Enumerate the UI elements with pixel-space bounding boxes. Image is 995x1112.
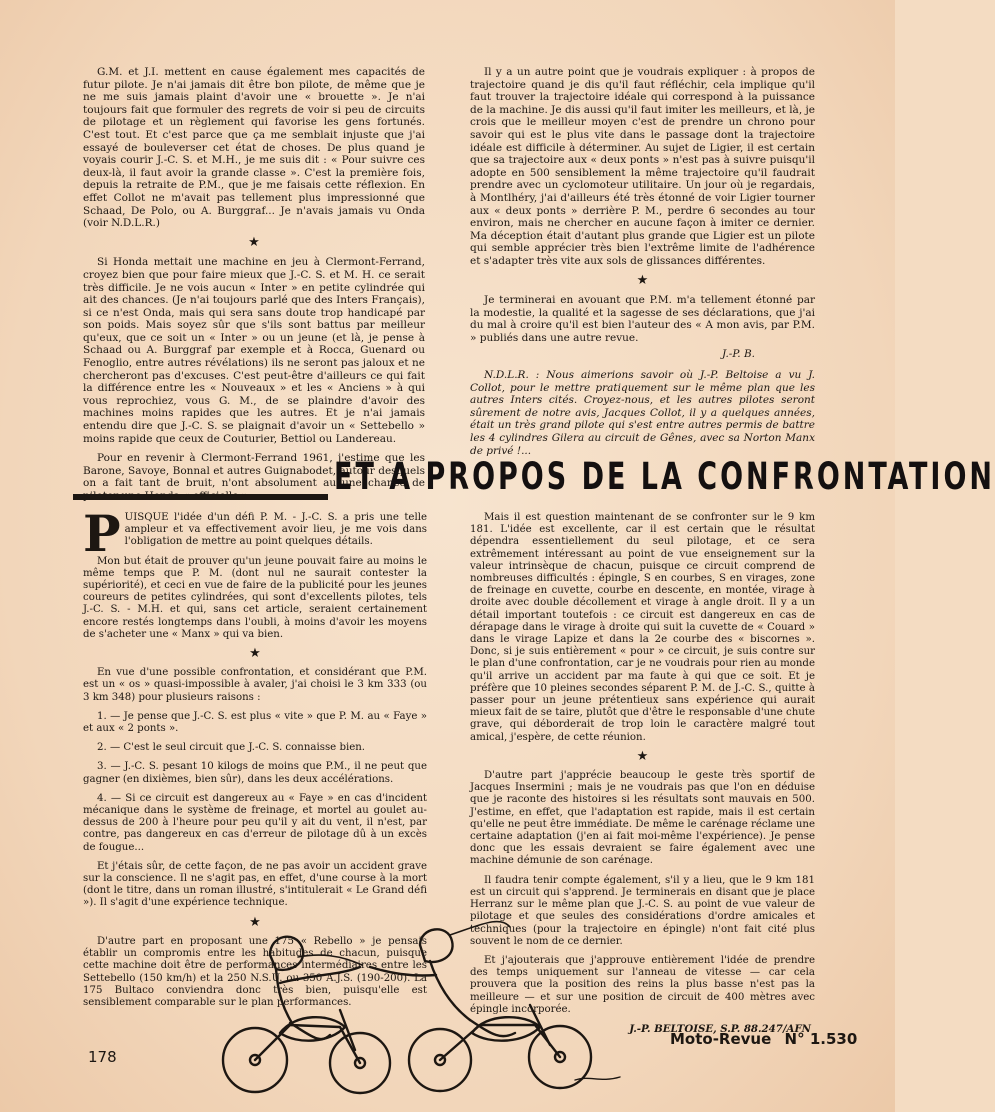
magazine-footer: [670, 1030, 857, 1048]
paragraph: Mon but était de prouver qu'un jeune pouvait faire au moins le même temps que P. M. (dont nul ne saurait contester la supériorité), et ceci en vue de faire de la publicité pour les jeunes coureurs de petites cylindrées, qui sont d'excellents pilotes, tels J.-C. S. - M.H. et qui, sans cet article, seraient certainement encore restés longtemps dans l'oubli, à moins d'avoir les moyens de s'acheter une « Manx » qui va bien.: [83, 555, 427, 640]
paragraph: G.M. et J.I. mettent en cause également mes capacités de futur pilote. Je n'ai jamais dit être bon pilote, de même que je ne me suis jamais plaint d'avoir une « brouette ». Je n'ai toujours fait que formuler des regrets de voir si peu de circuits de pilotage et un règlement qui favorise les gens fortunés. C'est tout. Et c'est parce que ça me semblait injuste que j'ai essayé de bouleverser cet état de choses. De plus quand je voyais courir J.-C. S. et M.H., je me suis dit : « Pour suivre ces deux-là, il faut avoir la grande classe ». C'est la première fois, depuis la retraite de P.M., que je me faisais cette réflexion. En effet Collot ne m'avait pas tellement plus impressionné que Schaad, De Polo, ou A. Burggraf... Je n'avais jamais vu Onda (voir N.D.L.R.): [83, 66, 425, 230]
list-item: 4. — Si ce circuit est dangereux au « Faye » en cas d'incident mécanique dans le système de freinage, et mortel au goulet au-dessus de 200 à l'heure pour peu qu'il y ait du vent, il n'est, par contre, pas dangereux en cas d'erreur de pilotage dû à un excès de fougue...: [83, 792, 427, 853]
page-number: 178: [88, 1048, 117, 1066]
intro-text: UISQUE l'idée d'un défi P. M. - J.-C. S. a pris une telle ampleur et va effectivement avoir lieu, je me vois dans l'obligation de mettre au point quelques détails.: [124, 512, 427, 548]
headline: ET A PROPOS DE LA CONFRONTATION: [334, 455, 995, 499]
list-item: 2. — C'est le seul circuit que J.-C. S. connaisse bien.: [97, 742, 366, 754]
cartoon-illustration: [180, 915, 660, 1100]
list-item: 3. — J.-C. S. pesant 10 kilogs de moins que P.M., il ne peut que gagner (en dixièmes, bien sûr), dans les deux accélérations.: [83, 761, 427, 785]
intro-paragraph: [83, 504, 427, 563]
star-separator: ★: [249, 646, 261, 662]
editor-note: N.D.L.R. : Nous aimerions savoir où J.-P. Beltoise a vu J. Collot, pour le mettre pratiquement sur le même plan que les autres Inters cités. Croyez-nous, et les autres pilotes seront sûrement de notre avis, Jacques Collot, il y a quelques années, était un très grand pilote qui s'est entre autres permis de battre les 4 cylindres Gilera au circuit de Gênes, avec sa Norton Manx de privé !...: [470, 369, 815, 457]
paragraph: En vue d'une possible confrontation, et considérant que P.M. est un « os » quasi-impossible à avaler, j'ai choisi le 3 km 333 (ou 3 km 348) pour plusieurs raisons :: [83, 667, 427, 703]
headline-rule: [73, 494, 328, 500]
star-separator: ★: [248, 234, 260, 250]
paragraph: Il y a un autre point que je voudrais expliquer : à propos de trajectoire quand je dis qu'il faut réfléchir, cela implique qu'il faut trouver la trajectoire idéale qui correspond à la puissance de la machine. Je dis aussi qu'il faut imiter les meilleurs, et là, je crois que le meilleur moyen c'est de prendre un chrono pour savoir qui est le plus vite dans le passage dont la trajectoire idéale est difficile à déterminer. Au sujet de Ligier, il est certain que sa trajectoire aux « deux ponts » n'est pas à suivre puisqu'il adopte en 500 sensiblement la même trajectoire qu'il faudrait prendre avec un cyclomoteur utilitaire. Un jour où je regardais, à Montlhéry, j'ai d'ailleurs été très étonné de voir Ligier tourner aux « deux ponts » derrière P. M., perdre 6 secondes au tour environ, mais ne chercher en aucune façon à imiter ce dernier. Ma déception était d'autant plus grande que Ligier est un pilote qui semble apprécier très bien l'extrême limite de l'adhérence et s'adapter très vite aux sols de glissances différentes.: [470, 66, 815, 267]
paragraph: D'autre part j'apprécie beaucoup le geste très sportif de Jacques Insermini ; mais je ne voudrais pas que l'on en déduise que je raconte des histoires si les résultats sont mauvais en 500. J'estime, en effet, que l'adaptation est rapide, mais il est certain qu'elle ne peut être immédiate. De même le carénage réclame une certaine adaptation (j'en ai fait moi-même l'expérience). Je pense donc que les essais devraient se faire également avec une machine démunie de son carénage.: [470, 770, 815, 867]
paragraph: Et j'étais sûr, de cette façon, de ne pas avoir un accident grave sur la conscience. Il ne s'agit pas, en effet, d'une course à la mort (dont le titre, dans un roman illustré, s'intitulerait « Le Grand défi »). Il s'agit d'une expérience technique.: [83, 860, 427, 909]
author-signature: J.-P. BELTOISE, S.P. 88.247/AFN: [629, 1022, 811, 1035]
paragraph: Je terminerai en avouant que P.M. m'a tellement étonné par la modestie, la qualité et la sagesse de ses déclarations, que j'ai du mal à croire qu'il est bien l'auteur des « A mon avis, par P.M. » publiés dans une autre revue.: [470, 294, 815, 344]
left-motorcycle-drawing: [223, 1010, 390, 1093]
star-separator: ★: [249, 914, 261, 930]
issue-number: 1.530: [809, 1030, 858, 1048]
paragraph: Et j'ajouterais que j'approuve entièrement l'idée de prendre des temps uniquement sur l'anneau de vitesse — car cela prouvera que la position des reins la plus basse n'est pas la meilleure — et sur une position de circuit de 400 mètres avec épingle incorporée.: [470, 954, 815, 1015]
column-top-right: [470, 66, 815, 464]
paragraph: D'autre part en proposant une 175 « Rebello » je pensais établir un compromis entre les habitudes de chacun, puisque cette machine doit être de performances intermédiaires entre les Settebello (150 km/h) et la 250 N.S.U. ou 350 A.J.S. (190-200). La 175 Bultaco conviendra donc très bien, puisqu'elle est sensiblement comparable sur le plan performances.: [83, 935, 427, 1008]
list-item: 1. — Je pense que J.-C. S. est plus « vite » que P. M. au « Faye » et aux « 2 ponts ».: [83, 710, 427, 735]
paragraph: Si Honda mettait une machine en jeu à Clermont-Ferrand, croyez bien que pour faire mieux que J.-C. S. et M. H. ce serait très difficile. Je ne vois aucun « Inter » en petite cylindrée qui ait des chances. (Je n'ai toujours parlé que des Inters Français), si ce n'est Onda, mais qui sera sans doute trop handicapé par son poids. Mais soyez sûr que s'ils sont battus par meilleur qu'eux, que ce soit un « Inter » ou un jeune (et là, je pense à Schaad ou A. Burggraf par exemple et à Rocca, Guenard ou Fenoglio, entre autres révélations) ils ne seront pas jaloux et ne chercheront pas d'excuses. C'est peut-être d'ailleurs ce qui fait la différence entre les « Nouveaux » et les « Anciens » à qui vous reprochiez, vous G. M., de se plaindre d'avoir des machines moins rapides que les autres. Et je n'ai jamais entendu dire que J.-C. S. se plaignait d'avoir un « Settebello » moins rapide que ceux de Couturier, Bettiol ou Landereau.: [83, 256, 425, 445]
left-rider-drawing: [270, 937, 362, 1039]
paragraph: Mais il est question maintenant de se confronter sur le 9 km 181. L'idée est excellente, car il est certain que le résultat dépendra essentiellement du seul pilotage, et ce sera extrêmement intéressant au point de vue enseignement sur la valeur intrinsèque de chacun, puisque ce circuit comprend de nombreuses difficultés : épingle, S en courbes, S en virages, zone de freinage en cuvette, courbe en descente, en montée, virage à droite avec double décollement et virage à angle droit. Il y a un détail important toutefois : ce circuit est dangereux en cas de dérapage dans le virage à droite qui suit la cuvette de « Couard » dans le virage Lapize et dans la 2e courbe des « biscornes ». Donc, si je suis entièrement « pour » ce circuit, je suis contre sur le plan d'une confrontation, car je ne voudrais pour rien au monde qu'il arrive un accident par ma faute à qui que ce soit. Et je préfère que 10 pleines secondes séparent P. M. de J.-C. S., quitte à passer pour un jeune prétentieux sans expérience qui aurait mieux fait de se taire, plutôt que d'être le responsable d'une chute grave, qui déborderait de trop loin le caractère malgré tout amical, j'espère, de cette réunion.: [470, 512, 815, 743]
column-top-left: [83, 66, 425, 510]
signature-initials: J.-P. B.: [722, 348, 755, 361]
magazine-name: Moto-Revue: [670, 1030, 772, 1048]
right-motorcycle-drawing: [409, 1005, 591, 1091]
paragraph: Il faudra tenir compte également, s'il y a lieu, que le 9 km 181 est un circuit qui s'apprend. Je terminerais en disant que je place Herranz sur le même plan que J.-C. S. au point de vue valeur de pilotage et que seules des considérations d'ordre amicales et techniques (pour la trajectoire en épingle) n'ont fait cité plus souvent le nom de ce dernier.: [470, 874, 815, 947]
issue-prefix: N°: [784, 1030, 805, 1048]
star-separator: ★: [636, 272, 649, 288]
drop-cap: P: [83, 504, 121, 563]
star-separator: ★: [636, 748, 649, 764]
paragraph: Pour en revenir à Clermont-Ferrand 1961, j'estime que les Barone, Savoye, Bonnal et autres Guignabodet, autour desquels on a fait tant de bruit, n'ont absolument aucune chance de: [83, 452, 425, 490]
